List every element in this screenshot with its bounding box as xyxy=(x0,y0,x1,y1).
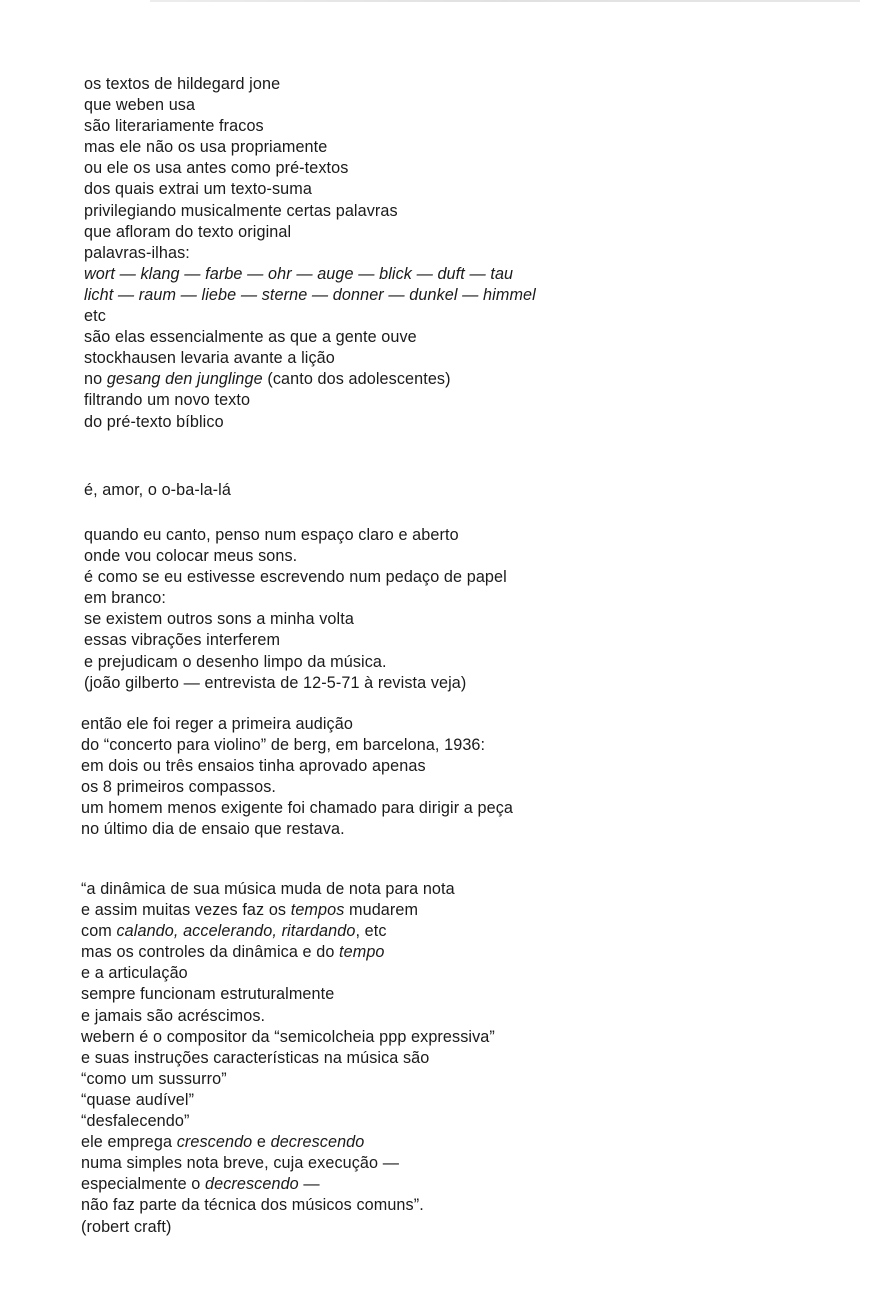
text-segment: privilegiando musicalmente certas palavras xyxy=(84,201,398,220)
section-webern-textos xyxy=(84,74,844,433)
text-line xyxy=(81,1153,841,1174)
text-segment: dos quais extrai um texto-suma xyxy=(84,180,312,199)
text-line xyxy=(84,327,844,348)
text-line xyxy=(84,158,844,179)
section-o-ba-la-la xyxy=(84,480,844,501)
text-segment: é, amor, o o-ba-la-lá xyxy=(84,481,231,499)
text-segment: é como se eu estivesse escrevendo num pedaço de papel xyxy=(84,568,507,587)
text-line xyxy=(81,1027,841,1048)
text-segment: e suas instruções características na música são xyxy=(81,1048,430,1067)
text-line xyxy=(81,777,841,798)
text-line xyxy=(81,714,841,735)
text-line xyxy=(84,264,844,285)
text-line xyxy=(84,116,844,137)
text-line xyxy=(84,480,844,501)
text-segment: mas os controles da dinâmica e do xyxy=(81,943,340,962)
text-segment: os 8 primeiros compassos. xyxy=(81,778,277,797)
text-line xyxy=(81,1132,841,1153)
text-line xyxy=(84,222,844,243)
text-line xyxy=(84,609,844,630)
text-segment: “a dinâmica de sua música muda de nota para nota xyxy=(81,880,455,898)
text-segment: mas ele não os usa propriamente xyxy=(84,138,328,157)
text-segment: no último dia de ensaio que restava. xyxy=(81,820,345,839)
text-segment: em dois ou três ensaios tinha aprovado apenas xyxy=(81,757,426,776)
text-line xyxy=(84,588,844,609)
italic-text-segment: decrescendo xyxy=(204,1175,299,1194)
text-segment: e a articulação xyxy=(81,964,188,983)
text-segment: especialmente o xyxy=(81,1175,205,1194)
text-line xyxy=(81,1174,841,1195)
text-line xyxy=(84,137,844,158)
text-line xyxy=(81,942,841,963)
text-segment: ele emprega xyxy=(81,1133,177,1152)
text-segment: webern é o compositor da “semicolcheia ppp expressiva” xyxy=(81,1027,495,1046)
text-segment: (robert craft) xyxy=(81,1217,172,1236)
section-joao-gilberto-quote xyxy=(84,525,844,694)
text-segment: onde vou colocar meus sons. xyxy=(84,547,298,566)
text-segment: etc xyxy=(84,307,106,326)
text-segment: se existem outros sons a minha volta xyxy=(84,610,354,629)
text-line xyxy=(81,1195,841,1216)
text-segment: do “concerto para violino” de berg, em barcelona, 1936: xyxy=(81,736,486,755)
text-line xyxy=(81,1048,841,1069)
text-line xyxy=(84,567,844,588)
text-segment: essas vibrações interferem xyxy=(84,631,281,650)
italic-text-segment: crescendo xyxy=(176,1133,253,1152)
text-line xyxy=(84,243,844,264)
text-segment: que afloram do texto original xyxy=(84,222,292,241)
text-line xyxy=(84,673,844,694)
text-line xyxy=(84,74,844,95)
italic-text-segment: tempos xyxy=(290,901,345,920)
text-segment: um homem menos exigente foi chamado para dirigir a peça xyxy=(81,799,513,818)
text-segment: e prejudicam o desenho limpo da música. xyxy=(84,652,387,671)
text-segment: ou ele os usa antes como pré-textos xyxy=(84,159,349,178)
text-line xyxy=(81,1006,841,1027)
italic-text-segment: licht — raum — liebe — sterne — donner — dunkel — himmel xyxy=(84,285,536,304)
section-berg-barcelona xyxy=(81,714,841,841)
text-segment: palavras-ilhas: xyxy=(84,243,190,262)
italic-text-segment: wort — klang — farbe — ohr — auge — blick — duft — tau xyxy=(84,264,514,283)
text-segment: filtrando um novo texto xyxy=(84,391,251,410)
text-segment: mudarem xyxy=(344,901,419,920)
text-line xyxy=(81,1217,841,1238)
text-segment: são literariamente fracos xyxy=(84,117,264,136)
text-line xyxy=(81,879,841,900)
text-segment: os textos de hildegard jone xyxy=(84,75,281,93)
section-robert-craft-quote xyxy=(81,879,841,1238)
text-line xyxy=(81,735,841,756)
page-top-edge xyxy=(150,0,860,2)
text-segment: no xyxy=(84,370,107,389)
text-line xyxy=(84,306,844,327)
text-segment: e xyxy=(252,1133,271,1152)
text-line xyxy=(81,798,841,819)
text-segment: numa simples nota breve, cuja execução — xyxy=(81,1154,400,1173)
text-segment: e assim muitas vezes faz os xyxy=(81,901,291,920)
text-line xyxy=(84,348,844,369)
italic-text-segment: calando, accelerando, ritardando xyxy=(116,922,356,941)
text-line xyxy=(84,179,844,200)
text-line xyxy=(81,963,841,984)
text-segment: (joão gilberto — entrevista de 12-5-71 à revista veja) xyxy=(84,673,467,692)
text-segment: (canto dos adolescentes) xyxy=(262,370,451,389)
text-line xyxy=(84,201,844,222)
text-line xyxy=(81,1111,841,1132)
text-segment: , etc xyxy=(355,922,387,941)
text-line xyxy=(81,819,841,840)
text-segment: — xyxy=(298,1175,320,1194)
text-segment: em branco: xyxy=(84,589,166,608)
text-line xyxy=(84,546,844,567)
text-line xyxy=(84,95,844,116)
text-line xyxy=(84,390,844,411)
text-line xyxy=(81,756,841,777)
text-line xyxy=(84,369,844,390)
text-segment: então ele foi reger a primeira audição xyxy=(81,715,353,733)
text-segment: não faz parte da técnica dos músicos comuns”. xyxy=(81,1196,424,1215)
text-segment: do pré-texto bíblico xyxy=(84,412,224,431)
text-segment: que weben usa xyxy=(84,96,196,115)
italic-text-segment: decrescendo xyxy=(270,1133,365,1152)
text-segment: são elas essencialmente as que a gente ouve xyxy=(84,328,417,347)
text-line xyxy=(81,921,841,942)
text-segment: com xyxy=(81,922,117,941)
text-segment: quando eu canto, penso num espaço claro e aberto xyxy=(84,526,459,544)
text-segment: “como um sussurro” xyxy=(81,1069,227,1088)
text-line xyxy=(84,652,844,673)
text-segment: “quase audível” xyxy=(81,1090,195,1109)
italic-text-segment: tempo xyxy=(339,943,385,962)
text-line xyxy=(84,630,844,651)
text-line xyxy=(81,1090,841,1111)
text-segment: stockhausen levaria avante a lição xyxy=(84,349,335,368)
text-line xyxy=(81,984,841,1005)
italic-text-segment: gesang den junglinge xyxy=(106,370,263,389)
text-segment: sempre funcionam estruturalmente xyxy=(81,985,335,1004)
text-segment: e jamais são acréscimos. xyxy=(81,1006,266,1025)
text-line xyxy=(84,525,844,546)
text-line xyxy=(81,900,841,921)
text-segment: “desfalecendo” xyxy=(81,1112,190,1131)
text-line xyxy=(84,285,844,306)
text-line xyxy=(84,412,844,433)
text-line xyxy=(81,1069,841,1090)
